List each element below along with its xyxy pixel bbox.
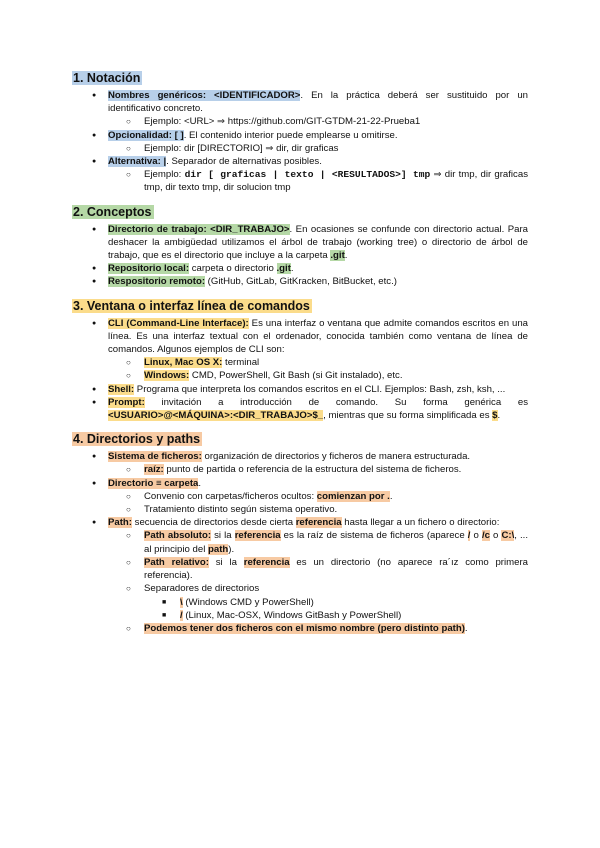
- sub-item-text: Separadores de directorios: [144, 583, 260, 595]
- list-item: [72, 450, 528, 476]
- term: Directorio ≡ carpeta: [108, 477, 199, 489]
- sub-item: [108, 356, 528, 369]
- highlight: /c: [481, 530, 490, 542]
- sub-item-text: o: [470, 530, 482, 542]
- sub-list: [108, 115, 528, 128]
- term: Nombres genéricos: <IDENTIFICADOR>: [108, 90, 301, 101]
- sub-sub-item: [144, 596, 528, 609]
- sub-list: [108, 490, 528, 516]
- item-end: .: [198, 477, 202, 489]
- sub-item-text: es un directorio (no aparece ra´ız como primera referencia).: [144, 556, 528, 582]
- document-content: [72, 70, 528, 644]
- highlight: Podemos tener dos ficheros con el mismo nombre (pero distinto path): [144, 622, 465, 634]
- sub-list: [108, 168, 528, 194]
- sub-item-text: Ejemplo:: [144, 169, 185, 181]
- term: CLI (Command-Line Interface):: [108, 317, 249, 329]
- sub-item: [108, 142, 528, 155]
- item-text: , mientras que su forma simplificada es: [323, 410, 493, 422]
- sub-list: [108, 529, 528, 635]
- item-end: .: [389, 490, 393, 502]
- sub-item-text: punto de partida o referencia de la estructura del sistema de ficheros.: [163, 464, 462, 476]
- sub-item-text: si la: [211, 530, 235, 542]
- sub-item-text: Convenio con carpetas/ficheros ocultos:: [144, 490, 317, 502]
- term: Shell:: [108, 383, 135, 395]
- sub-item-text: si la: [208, 556, 244, 568]
- highlight: C:\: [501, 530, 515, 542]
- sub-item-text: Ejemplo: <URL> ⇒ https://github.com/GIT-GTDM-21-22-Prueba1: [144, 116, 421, 128]
- sub-item-text: ⇒ dir tmp, dir graficas tmp, dir texto tmp, dir solucion tmp: [144, 169, 528, 194]
- term: Path:: [108, 517, 132, 529]
- bullet-list: [72, 450, 528, 635]
- sub-item: [108, 168, 528, 194]
- highlight: referencia: [243, 556, 290, 568]
- sub-item: [108, 369, 528, 382]
- term: Alternativa: |: [108, 156, 167, 168]
- item-end: .: [344, 250, 348, 262]
- highlight: referencia: [295, 517, 342, 529]
- bullet-list: [72, 223, 528, 289]
- list-item: [72, 477, 528, 517]
- item-text: Es una interfaz o ventana que admite comandos escritos en una línea. Es una interfaz textual con el ordenador, conocida también como ventana de línea de comandos. Algunos ejemplos de CLI son:: [108, 317, 528, 356]
- sub-sub-list: [144, 596, 528, 622]
- section-directorios: [72, 431, 528, 635]
- highlight: /: [467, 530, 471, 542]
- sub-term: Path relativo:: [144, 556, 209, 568]
- item-end: .: [464, 622, 468, 634]
- sub-term: Path absoluto:: [144, 530, 212, 542]
- sub-item: [108, 463, 528, 476]
- sub-item-text: Ejemplo: dir [DIRECTORIO] ⇒ dir, dir graficas: [144, 142, 339, 154]
- sub-item: [108, 503, 528, 516]
- item-text: . En ocasiones se confunde con directorio actual. Para deshacer la ambigüedad utilizamos el árbol de trabajo (working tree) o directorio de árbol de trabajo, que es el directorio que incluye a la carpeta: [108, 223, 528, 262]
- list-item: [72, 155, 528, 195]
- item-text: Programa que interpreta los comandos escritos en el CLI. Ejemplos: Bash, zsh, ksh, ...: [134, 383, 506, 395]
- sub-item-text: terminal: [222, 357, 260, 369]
- section-title: [72, 431, 528, 448]
- separator-symbol: \: [180, 596, 183, 608]
- term: Sistema de ficheros:: [108, 451, 202, 463]
- term: Respositorio remoto:: [108, 276, 206, 288]
- prompt-code: <USUARIO>@<MÁQUINA>:<DIR_TRABAJO>$_: [108, 410, 324, 422]
- sub-sub-item-text: (Linux, Mac-OSX, Windows GitBash y PowerShell): [182, 609, 402, 621]
- item-text: . En la práctica deberá ser sustituido por un identificativo concreto.: [108, 90, 528, 115]
- list-item: [72, 396, 528, 422]
- list-item: [72, 262, 528, 275]
- highlight: path: [208, 543, 229, 555]
- item-text: . Separador de alternativas posibles.: [166, 156, 322, 168]
- sub-list: [108, 356, 528, 382]
- sub-term: Linux, Mac OS X:: [144, 357, 223, 369]
- sub-item: [108, 490, 528, 503]
- separator-symbol: /: [180, 609, 183, 621]
- term: Opcionalidad: [ ]: [108, 129, 184, 141]
- item-end: .: [290, 263, 294, 275]
- section-conceptos: [72, 204, 528, 289]
- section-title-text: 4. Directorios y paths: [73, 432, 201, 447]
- term: Prompt:: [108, 396, 145, 408]
- section-title: [72, 298, 528, 315]
- list-item: [72, 317, 528, 383]
- item-end: .: [497, 410, 501, 422]
- section-title: [72, 204, 528, 221]
- bullet-list: [72, 317, 528, 423]
- git-folder: .git: [330, 250, 345, 262]
- item-text: . El contenido interior puede emplearse u omitirse.: [183, 129, 398, 141]
- section-notacion: [72, 70, 528, 195]
- sub-item: [108, 115, 528, 128]
- sub-list: [108, 463, 528, 476]
- item-text: hasta llegar a un fichero o directorio:: [341, 517, 500, 529]
- code-text: dir [ graficas | texto | <RESULTADOS>] tmp: [184, 169, 431, 181]
- sub-item: [108, 582, 528, 622]
- item-text: invitación a introducción de comando. Su forma genérica es: [144, 396, 528, 408]
- sub-item-text: CMD, PowerShell, Git Bash (si Git instalado), etc.: [189, 370, 403, 382]
- term: Repositorio local:: [108, 263, 190, 275]
- item-text: carpeta o directorio: [189, 263, 277, 275]
- bullet-list: [72, 89, 528, 195]
- list-item: [72, 275, 528, 288]
- list-item: [72, 89, 528, 129]
- list-item: [72, 383, 528, 396]
- term: Directorio de trabajo: <DIR_TRABAJO>: [108, 223, 290, 235]
- sub-item-text: o: [489, 530, 502, 542]
- sub-item: [108, 622, 528, 635]
- section-cli: [72, 298, 528, 423]
- sub-item-text: ).: [228, 543, 235, 555]
- list-item: [72, 223, 528, 263]
- section-title-text: 3. Ventana o interfaz línea de comandos: [73, 298, 310, 313]
- sub-term: raíz:: [144, 464, 164, 476]
- highlight: comienzan por .: [316, 490, 390, 502]
- sub-item-text: Tratamiento distinto según sistema operativo.: [144, 504, 338, 516]
- item-text: (GitHub, GitLab, GitKracken, BitBucket, etc.): [205, 276, 397, 288]
- section-title-text: 2. Conceptos: [73, 204, 152, 219]
- section-title-text: 1. Notación: [73, 71, 141, 85]
- sub-sub-item: [144, 609, 528, 622]
- list-item: [72, 129, 528, 155]
- sub-term: Windows:: [144, 370, 190, 382]
- sub-sub-item-text: (Windows CMD y PowerShell): [182, 596, 314, 608]
- sub-item-text: , ... al principio del: [144, 530, 528, 555]
- highlight: referencia: [234, 530, 281, 542]
- dollar-symbol: $: [492, 410, 498, 422]
- section-title: [72, 70, 528, 87]
- sub-item-text: es la raíz de sistema de ficheros (aparece: [280, 530, 468, 542]
- item-text: organización de directorios y ficheros de manera estructurada.: [201, 451, 471, 463]
- sub-item: [108, 529, 528, 555]
- item-text: secuencia de directorios desde cierta: [131, 517, 296, 529]
- git-folder: .git: [276, 263, 291, 275]
- sub-list: [108, 142, 528, 155]
- list-item: [72, 516, 528, 635]
- sub-item: [108, 556, 528, 582]
